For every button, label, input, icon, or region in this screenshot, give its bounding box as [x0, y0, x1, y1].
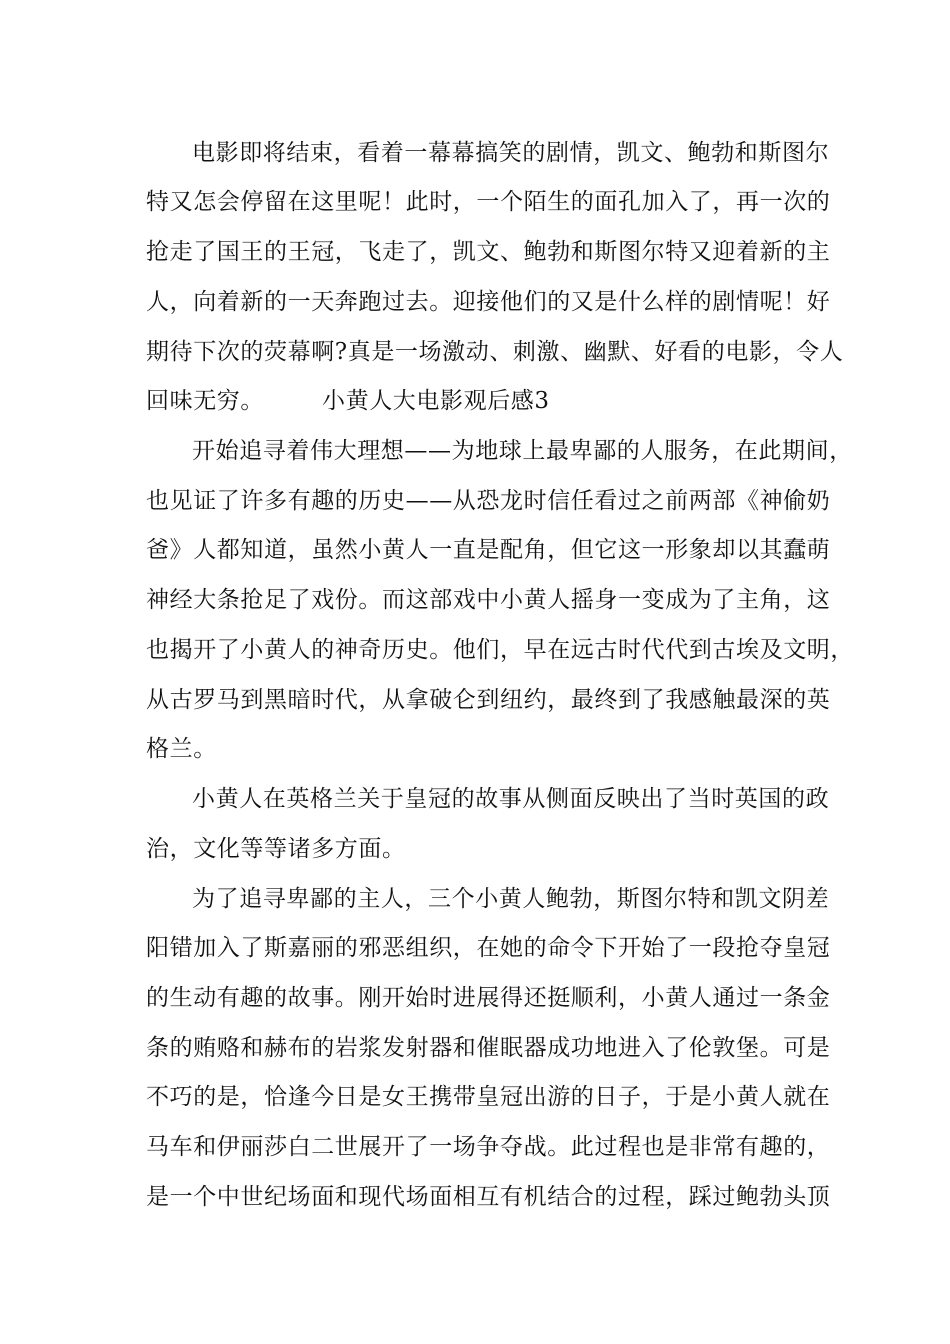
text-line: 也揭开了小黄人的神奇历史。他们，早在远古时代代到古埃及文明， — [146, 637, 854, 663]
text-line: 格兰。 — [146, 736, 217, 762]
text-line — [146, 386, 826, 416]
text-line: 期待下次的荧幕啊?真是一场激动、刺激、幽默、好看的电影，令人 — [146, 339, 844, 365]
text-line: 不巧的是，恰逢今日是女王携带皇冠出游的日子，于是小黄人就在 — [146, 1084, 831, 1110]
text-line: 的生动有趣的故事。刚开始时进展得还挺顺利，小黄人通过一条金 — [146, 985, 831, 1011]
text-line: 特又怎会停留在这里呢！此时，一个陌生的面孔加入了，再一次的 — [146, 189, 831, 215]
text-line: 神经大条抢足了戏份。而这部戏中小黄人摇身一变成为了主角，这 — [146, 587, 831, 613]
text-line: 开始追寻着伟大理想——为地球上最卑鄙的人服务，在此期间， — [192, 438, 853, 464]
text-line: 电影即将结束，看着一幕幕搞笑的剧情，凯文、鲍勃和斯图尔 — [192, 140, 830, 166]
text-line: 也见证了许多有趣的历史——从恐龙时信任看过之前两部《神偷奶 — [146, 488, 831, 514]
text-line: 人，向着新的一天奔跑过去。迎接他们的又是什么样的剧情呢！好 — [146, 289, 831, 315]
text-line: 抢走了国王的王冠，飞走了，凯文、鲍勃和斯图尔特又迎着新的主 — [146, 239, 831, 265]
text-line: 阳错加入了斯嘉丽的邪恶组织，在她的命令下开始了一段抢夺皇冠 — [146, 935, 831, 961]
paragraph-end: 回味无穷。 — [146, 388, 264, 414]
text-line: 是一个中世纪场面和现代场面相互有机结合的过程，踩过鲍勃头顶 — [146, 1184, 831, 1210]
text-line: 治，文化等等诸多方面。 — [146, 836, 406, 862]
text-line: 从古罗马到黑暗时代，从拿破仑到纽约，最终到了我感触最深的英 — [146, 687, 831, 713]
text-line: 马车和伊丽莎白二世展开了一场争夺战。此过程也是非常有趣的， — [146, 1134, 831, 1160]
text-line: 爸》人都知道，虽然小黄人一直是配角，但它这一形象却以其蠢萌 — [146, 537, 831, 563]
text-line: 条的贿赂和赫布的岩浆发射器和催眠器成功地进入了伦敦堡。可是 — [146, 1035, 831, 1061]
text-line: 小黄人在英格兰关于皇冠的故事从侧面反映出了当时英国的政 — [192, 786, 830, 812]
text-line: 为了追寻卑鄙的主人，三个小黄人鲍勃，斯图尔特和凯文阴差 — [192, 886, 830, 912]
section-heading: 小黄人大电影观后感3 — [322, 388, 550, 414]
